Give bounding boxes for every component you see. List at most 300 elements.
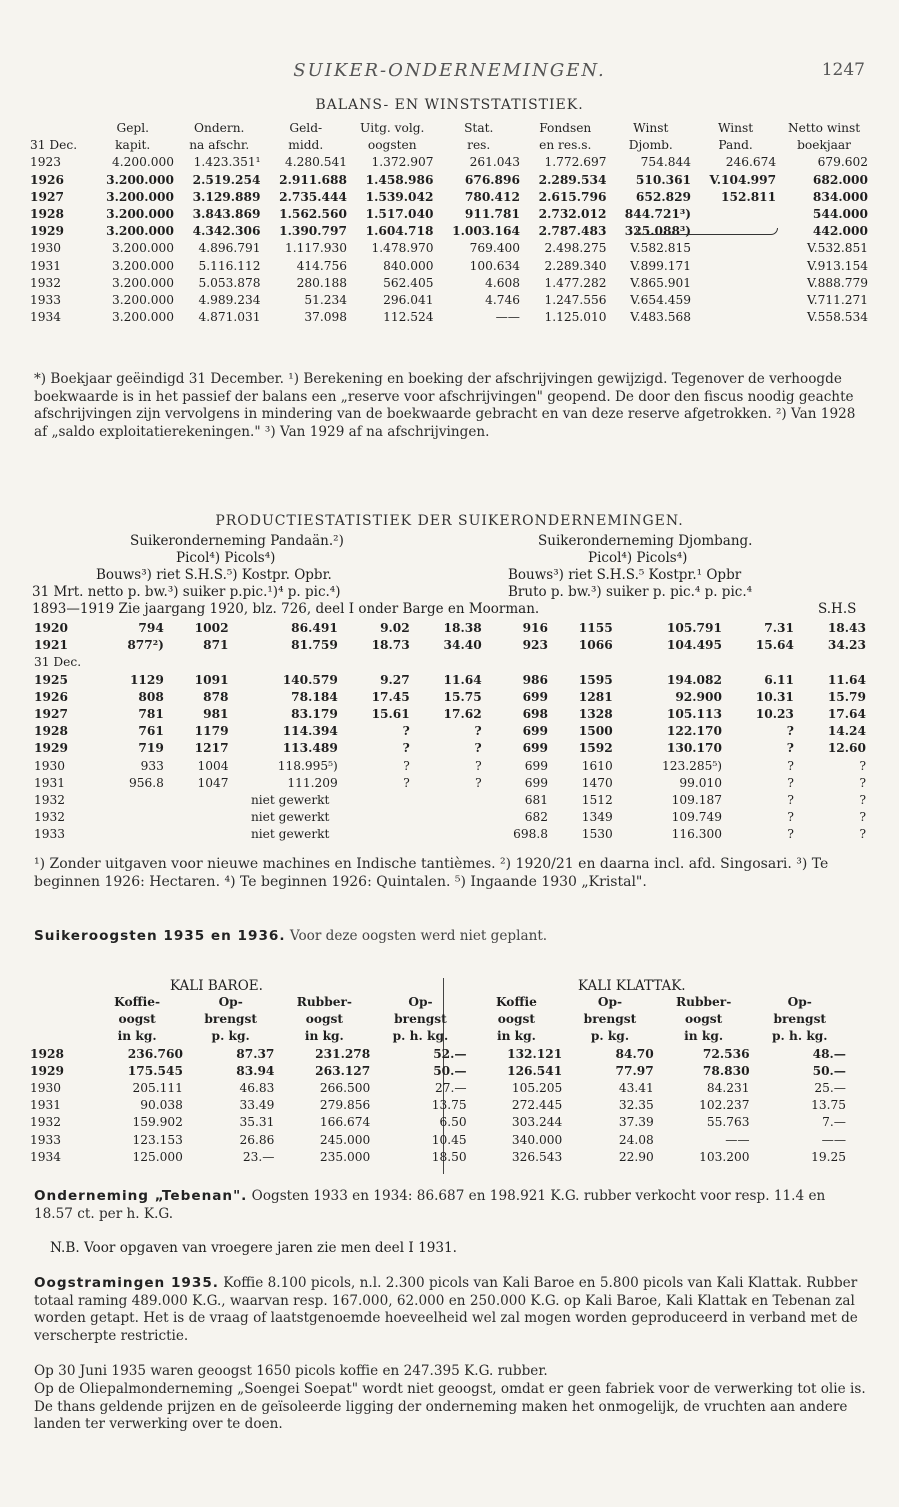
data-cell: 4.746 [485,292,520,307]
productie-reference-tail: S.H.S [818,601,857,617]
data-cell: 1929 [34,741,68,756]
data-cell: V.865.901 [630,275,692,290]
data-cell: 1.125.010 [544,310,607,325]
data-cell: 1932 [30,1115,62,1130]
data-cell: 1.003.164 [452,224,520,239]
data-cell [693,292,778,309]
data-cell: 6.11 [764,672,794,687]
balans-row [28,258,870,275]
column-header: p. kg. [211,1029,250,1044]
data-cell: 175.545 [127,1063,183,1078]
data-cell: ? [474,741,482,756]
data-cell: 112.524 [383,310,434,325]
data-cell: ? [786,741,794,756]
data-cell: 1931 [30,258,62,273]
data-cell: 1928 [30,207,64,222]
tebenan-text: Oogsten 1933 en 1934: 86.687 en 198.921 K.G. rubber verkocht voor resp. 11.4 en 18.57 ct. per h. K.G. [34,1188,826,1222]
balans-header-row [28,120,870,137]
column-header: Rubber- [296,995,352,1010]
data-cell: 111.209 [287,775,338,790]
productie-dec-row [32,654,868,671]
data-cell: 754.844 [640,155,692,170]
data-cell: 1530 [581,827,613,842]
data-cell: 682 [524,810,549,825]
data-cell: 4.896.791 [198,241,261,256]
data-cell: 296.041 [383,292,434,307]
data-cell: 562.405 [383,275,434,290]
data-cell: 104.495 [666,638,722,653]
productie-reference: 1893—1919 Zie jaargang 1920, blz. 726, deel I onder Barge en Moorman. [32,601,540,617]
data-cell: 1592 [578,741,613,756]
data-cell: ? [787,827,794,842]
data-cell: niet gewerkt [250,827,330,842]
column-header: 31 Dec. [30,138,78,153]
data-cell: 152.811 [721,189,777,204]
data-cell: V.654.459 [630,292,692,307]
column-header: in kg. [117,1029,157,1044]
data-cell [693,309,778,326]
djombang-company: Suikeronderneming Djombang. [538,533,753,549]
data-cell: 808 [138,689,164,704]
data-cell: 27.— [435,1081,467,1096]
data-cell: 99.010 [679,775,722,790]
kali-row [28,1063,848,1080]
data-cell: 1066 [578,638,613,653]
data-cell: 1.604.718 [365,224,434,239]
data-cell: 699 [522,741,549,756]
data-cell: 4.200.000 [111,155,174,170]
column-header: Gepl. [116,121,149,136]
data-cell: 1.390.797 [279,224,347,239]
column-header: brengst [204,1012,257,1027]
data-cell: 699 [522,689,549,704]
data-cell: 13.75 [431,1098,467,1113]
data-cell: V.483.568 [630,310,692,325]
data-cell: 116.300 [671,827,722,842]
data-cell: 105.113 [666,707,722,722]
data-cell: 17.62 [443,707,482,722]
data-cell: 6.50 [439,1115,467,1130]
data-cell: 544.000 [812,207,868,222]
data-cell: 11.64 [827,672,866,687]
data-cell: 123.153 [132,1132,183,1147]
data-cell: 46.83 [239,1081,275,1096]
column-header: Pand. [718,138,753,153]
data-cell: 3.200.000 [106,172,174,187]
data-cell: 3.200.000 [111,310,174,325]
balans-row [28,154,870,171]
data-cell: ? [859,775,866,790]
data-cell: 699 [524,775,549,790]
data-cell: 1.562.560 [279,207,347,222]
kali-row [28,1114,848,1131]
winst-bracket [636,228,778,235]
pandaan-head-c: 31 Mrt. netto p. bw.³) suiker p.pic.¹)⁴ p. pic.⁴) [32,584,341,600]
data-cell: 340.000 [511,1132,563,1147]
column-header: Op- [787,995,812,1010]
column-header [28,1028,89,1045]
column-header: brengst [583,1012,637,1027]
kali-header-row [28,1028,848,1045]
suikeroogst-label: Suikeroogsten 1935 en 1936. [34,928,286,944]
data-cell: 3.200.000 [111,258,174,273]
data-cell: 1349 [581,810,613,825]
data-cell: 1179 [194,724,229,739]
djombang-head-a: Picol⁴) Picols⁴) [588,550,688,566]
column-header: res. [467,138,491,153]
data-cell: 1927 [34,707,68,722]
column-header: Uitg. volg. [360,121,425,136]
data-cell: ? [787,775,794,790]
data-cell: ? [402,741,410,756]
data-cell: 3.200.000 [106,207,174,222]
column-header: Fondsen [539,121,592,136]
data-cell: 780.412 [464,189,520,204]
suikeroogst-text: Voor deze oogsten werd niet geplant. [289,928,548,944]
data-cell: 719 [138,741,164,756]
oliepalm-paragraph: Op de Oliepalmonderneming „Soengei Soepat" wordt niet geoogst, omdat er geen fabriek voor de verwerking tot olie is. De thans geldende prijzen en de geïsoleerde ligging der onderneming maken het onmogelijk, de vruchten aan andere landen ter verwerking over te doen. [34,1381,866,1433]
data-cell: 878 [203,689,229,704]
column-header: p. kg. [590,1029,630,1044]
balans-row [28,189,870,206]
data-cell: 1932 [30,275,62,290]
column-header: oogsten [367,138,417,153]
data-cell: 2.519.254 [192,172,261,187]
data-cell: 55.763 [706,1115,750,1130]
data-cell: 140.579 [282,672,338,687]
data-cell: —— [821,1132,846,1147]
data-cell: 37.098 [304,310,347,325]
column-header [28,120,89,137]
data-cell: 10.31 [755,689,794,704]
data-cell: 11.64 [443,672,482,687]
data-cell: 272.445 [511,1098,563,1113]
data-cell: 51.234 [304,292,347,307]
data-cell: 7.31 [764,621,794,636]
column-header: Winst [717,121,754,136]
data-cell [693,206,778,223]
data-cell: 699 [524,758,549,773]
tebenan-paragraph [34,1188,866,1223]
data-cell: V.711.271 [807,292,868,307]
column-header: Ondern. [194,121,245,136]
data-cell: 122.170 [666,724,722,739]
data-cell: 4.342.306 [192,224,261,239]
data-cell: 1595 [578,672,613,687]
data-cell: 877²) [127,638,164,653]
data-cell [693,240,778,257]
data-cell: 1928 [30,1046,64,1061]
data-cell: 23.— [242,1149,275,1164]
data-cell: 92.900 [675,689,722,704]
data-cell: 109.187 [671,792,722,807]
data-cell: 37.39 [618,1115,654,1130]
data-cell: 3.129.889 [192,189,261,204]
data-cell: 2.289.534 [538,172,607,187]
productie-table [32,620,868,843]
data-cell: 1002 [194,621,229,636]
kali-row [28,1046,848,1063]
data-cell: 50.— [812,1063,846,1078]
productie-footnote: ¹) Zonder uitgaven voor nieuwe machines en Indische tantièmes. ²) 1920/21 en daarna incl. afd. Singosari. ³) Te beginnen 1926: Hectaren. ⁴) Te beginnen 1926: Quintalen. ⁵) Ingaande 1930 „Kristal". [34,856,829,890]
data-cell: 3.200.000 [111,292,174,307]
data-cell: 105.791 [666,621,722,636]
data-cell: 1610 [581,758,613,773]
column-header: boekjaar [797,138,851,153]
balans-row [28,275,870,292]
data-cell: 35.31 [239,1115,275,1130]
column-header: Op- [218,995,243,1010]
column-header: kapit. [115,138,151,153]
data-cell: 981 [203,707,229,722]
kali-row [28,1080,848,1097]
data-cell: 78.830 [702,1063,750,1078]
data-cell: V.104.997 [709,172,777,187]
data-cell: 1925 [34,672,68,687]
suikeroogst-line [34,928,547,944]
data-cell: niet gewerkt [250,792,330,807]
data-cell: 280.188 [296,275,347,290]
balans-table [28,120,870,326]
data-cell: 83.94 [236,1063,275,1078]
data-cell: 114.394 [282,724,338,739]
column-header: Koffie- [114,995,161,1010]
page-header-title: SUIKER-ONDERNEMINGEN. [293,60,606,81]
column-header: in kg. [684,1029,724,1044]
data-cell: 510.361 [635,172,692,187]
data-cell: 1927 [30,189,64,204]
data-cell: 50.— [433,1063,467,1078]
data-cell: 77.97 [615,1063,654,1078]
data-cell: 72.536 [702,1046,750,1061]
pandaan-company: Suikeronderneming Pandaän.²) [130,533,344,549]
column-header: Winst [633,121,669,136]
data-cell: 194.082 [666,672,722,687]
data-cell: 33.49 [239,1098,275,1113]
data-cell: 205.111 [132,1081,183,1096]
column-header: brengst [773,1012,827,1027]
column-header: p. h. kg. [771,1029,828,1044]
column-header: Op- [597,995,623,1010]
productie-row [32,689,868,706]
data-cell: ? [475,775,482,790]
data-cell: 1129 [129,672,164,687]
kali-klattak-title: KALI KLATTAK. [578,978,686,994]
data-cell: 87.37 [236,1046,275,1061]
data-cell: 109.749 [671,810,722,825]
data-cell: 83.179 [291,707,338,722]
data-cell: 1.458.986 [365,172,434,187]
data-cell: 279.856 [319,1098,371,1113]
data-cell: 48.— [812,1046,846,1061]
data-cell: 32.35 [618,1098,654,1113]
page-number: 1247 [821,60,865,80]
data-cell: 4.608 [485,275,520,290]
column-header: midd. [288,138,324,153]
data-cell: 231.278 [315,1046,371,1061]
productie-row [32,672,868,689]
data-cell: 326.543 [511,1149,563,1164]
data-cell: 986 [522,672,549,687]
raming-label: Oogstramingen 1935. [34,1275,219,1291]
data-cell: 3.843.869 [192,207,261,222]
kali-row [28,1132,848,1149]
data-cell: 235.000 [319,1149,371,1164]
data-cell: ? [787,792,794,807]
data-cell: 132.121 [507,1046,563,1061]
data-cell: 15.75 [443,689,482,704]
column-header: in kg. [496,1029,536,1044]
pandaan-head-a: Picol⁴) Picols⁴) [176,550,276,566]
data-cell: 123.285⁵) [661,758,722,773]
column-header: Geld- [289,121,323,136]
data-cell: 1932 [34,792,66,807]
data-cell: 52.— [433,1046,467,1061]
kali-baroe-title: KALI BAROE. [170,978,263,994]
data-cell: ? [403,758,410,773]
raming-text: Koffie 8.100 picols, n.l. 2.300 picols van Kali Baroe en 5.800 picols van Kali Klattak. Rubber totaal raming 489.000 K.G., waarvan resp. 167.000, 62.000 en 250.000 K.G. op Kali Baroe, Kali Klattak en Tebenan zal worden getapt. Het is de vraag of laatstgenoemde hoeveelheid wel zal mogen worden geproduceerd in verband met de verscherpte restrictie. [34,1275,858,1344]
data-cell: V.899.171 [630,258,692,273]
kali-header-row [28,1011,848,1028]
data-cell [693,275,778,292]
data-cell: 26.86 [239,1132,275,1147]
data-cell: 933 [140,758,164,773]
data-cell: 4.871.031 [198,310,261,325]
data-cell: ? [859,792,866,807]
data-cell: 103.200 [699,1149,750,1164]
data-cell: ? [787,758,794,773]
data-cell: 9.27 [380,672,410,687]
column-header: Stat. [464,121,494,136]
data-cell: 1933 [30,1132,62,1147]
balans-row [28,240,870,257]
productie-row [32,740,868,757]
column-header: oogst [305,1012,343,1027]
data-cell: 245.000 [319,1132,371,1147]
data-cell: 1217 [194,741,229,756]
pandaan-head-b: Bouws³) riet S.H.S.⁵) Kostpr. Opbr. [96,567,332,583]
column-header [28,1011,89,1028]
data-cell: 4.989.234 [198,292,261,307]
data-cell: 2.787.483 [538,224,607,239]
productie-row [32,706,868,723]
column-header: oogst [497,1012,536,1027]
data-cell: 12.60 [827,741,866,756]
data-cell: 834.000 [812,189,868,204]
data-cell: ? [786,724,794,739]
data-cell: 1931 [30,1098,62,1113]
data-cell: 105.205 [511,1081,563,1096]
column-header: Rubber- [675,995,732,1010]
data-cell: 1470 [581,775,613,790]
data-cell: 118.995⁵) [277,758,338,773]
data-cell: 3.200.000 [111,241,174,256]
data-cell: ? [859,827,866,842]
data-cell: 781 [138,707,164,722]
data-cell: 681 [524,792,549,807]
data-cell: 24.08 [618,1132,654,1147]
column-header: Netto winst [787,121,861,136]
data-cell: 911.781 [464,207,520,222]
data-cell: 794 [138,621,164,636]
data-cell: 10.45 [431,1132,467,1147]
data-cell: 1921 [34,638,68,653]
data-cell: 916 [522,621,549,636]
data-cell: 1.247.556 [544,292,607,307]
data-cell: 5.116.112 [198,258,261,273]
data-cell: 303.244 [511,1115,563,1130]
data-cell: 261.043 [469,155,520,170]
data-cell: 1930 [30,1081,62,1096]
data-cell: ? [859,810,866,825]
productie-row [32,620,868,637]
data-cell: 7.— [822,1115,846,1130]
data-cell: 1512 [581,792,613,807]
data-cell: 1281 [578,689,613,704]
data-cell: 1.478.970 [371,241,434,256]
data-cell: V.913.154 [807,258,868,273]
data-cell: 3.200.000 [106,189,174,204]
column-header: brengst [394,1012,447,1027]
data-cell: 130.170 [666,741,722,756]
data-cell: V.888.779 [807,275,868,290]
balans-footnote: *) Boekjaar geëindigd 31 December. ¹) Berekening en boeking der afschrijvingen gewijzigd. Tegenover de verhoogde boekwaarde is in het passief der balans een „reserve voor afschrijvingen" geopend. De door den fiscus noodig geachte afschrijvingen zijn vervolgens in mindering van de boekwaarde gebracht en van deze reserve afgetrokken. ²) Van 1928 af „saldo exploitatierekeningen." ³) Van 1929 af na afschrijvingen. [34,371,856,440]
data-cell: 9.02 [380,621,410,636]
column-header: Op- [408,995,433,1010]
data-cell: 90.038 [140,1098,183,1113]
data-cell: ? [402,724,410,739]
data-cell: 1926 [34,689,68,704]
data-cell: 1.772.697 [544,155,607,170]
data-cell: 1500 [578,724,613,739]
balans-header-row [28,137,870,154]
data-cell: 699 [522,724,549,739]
data-cell: 1.423.351¹ [193,155,261,170]
data-cell: 263.127 [315,1063,371,1078]
djombang-head-b: Bouws³) riet S.H.S.⁵ Kostpr.¹ Opbr [508,567,742,583]
data-cell: 3.200.000 [106,224,174,239]
productie-row [32,809,868,826]
data-cell: 1328 [578,707,613,722]
balans-title: BALANS- EN WINSTSTATISTIEK. [315,97,584,113]
data-cell: ? [475,758,482,773]
column-header: en res.s. [539,138,592,153]
data-cell: 18.38 [443,621,482,636]
data-cell: 1047 [197,775,229,790]
data-cell: —— [495,310,520,325]
data-cell: 84.231 [706,1081,750,1096]
data-cell: 15.64 [755,638,794,653]
data-cell: 1004 [197,758,229,773]
data-cell: 78.184 [291,689,338,704]
data-cell: 698.8 [513,827,549,842]
data-cell: 4.280.541 [284,155,347,170]
data-cell: 34.40 [443,638,482,653]
data-cell: 22.90 [618,1149,654,1164]
data-cell: 956.8 [128,775,164,790]
data-cell: 1.539.042 [365,189,434,204]
data-cell: 246.674 [725,155,777,170]
data-cell: niet gewerkt [250,810,330,825]
productie-row [32,826,868,843]
data-cell: 1926 [30,172,64,187]
kali-table [28,994,848,1166]
data-cell: 1930 [34,758,66,773]
data-cell: 2.289.340 [544,258,607,273]
data-cell: 14.24 [827,724,866,739]
data-cell: 682.000 [812,172,868,187]
data-cell: 126.541 [507,1063,563,1078]
